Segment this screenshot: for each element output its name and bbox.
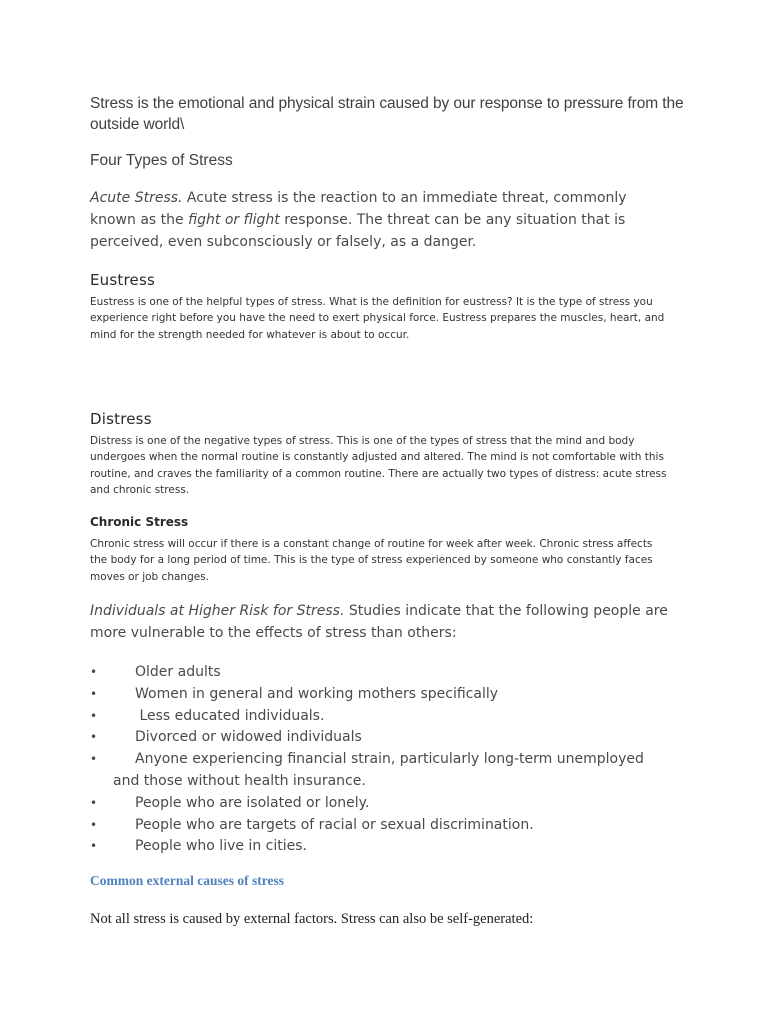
acute-stress-paragraph <box>90 187 660 253</box>
chronic-stress-heading: Chronic Stress <box>90 515 189 529</box>
list-item <box>90 727 680 749</box>
list-item <box>90 684 680 706</box>
risk-lead: Individuals at Higher Risk for Stress. <box>90 603 345 619</box>
types-heading: Four Types of Stress <box>90 152 233 169</box>
list-item-text: Women in general and working mothers specifically <box>135 685 499 702</box>
bullet-icon: • <box>90 839 98 854</box>
list-item <box>90 815 680 837</box>
list-item-text: Divorced or widowed individuals <box>135 729 362 746</box>
risk-paragraph <box>90 600 670 644</box>
list-item <box>90 662 680 684</box>
closing-paragraph: Not all stress is caused by external factors. Stress can also be self-generated: <box>90 911 534 927</box>
acute-stress-lead: Acute Stress. <box>90 190 183 206</box>
external-causes-heading: Common external causes of stress <box>90 873 284 888</box>
bullet-icon: • <box>90 708 98 723</box>
acute-stress-text-2: response. The threat can be any situation that is perceived, even subconsciously or falsely, as a danger. <box>90 212 626 250</box>
list-item <box>90 836 680 858</box>
bullet-icon: • <box>90 665 98 679</box>
list-item-text: Older adults <box>135 664 221 680</box>
list-item-text: Anyone experiencing financial strain, particularly long-term unemployed <box>135 751 644 768</box>
risk-text: Studies indicate that the following people are more vulnerable to the effects of stress than others: <box>90 603 668 641</box>
intro-paragraph: Stress is the emotional and physical strain caused by our response to pressure from the outside world\ <box>90 95 684 133</box>
bullet-icon: • <box>90 817 98 832</box>
list-item-text: People who are targets of racial or sexual discrimination. <box>135 816 534 833</box>
distress-heading: Distress <box>90 410 152 428</box>
eustress-paragraph: Eustress is one of the helpful types of stress. What is the definition for eustress? It is the type of stress you experience right before you have the need to exert physical force. Eustress prepares the muscles, heart, and mind for the strength needed for whatever is about to occur. <box>90 296 665 341</box>
list-item <box>90 749 680 793</box>
bullet-icon: • <box>90 686 98 701</box>
bullet-icon: • <box>90 795 98 810</box>
list-item-text: Less educated individuals. <box>135 707 325 724</box>
list-item <box>90 706 680 728</box>
fight-or-flight-term: fight or flight <box>188 212 280 228</box>
list-item-text: People who are isolated or lonely. <box>135 794 370 811</box>
distress-paragraph: Distress is one of the negative types of stress. This is one of the types of stress that the mind and body undergoes when the normal routine is constantly adjusted and altered. The mind is not comfortable with this routine, and craves the familiarity of a common routine. There are actually two types of distress: acute stress and chronic stress. <box>90 435 667 496</box>
bullet-icon: • <box>90 752 98 767</box>
eustress-heading: Eustress <box>90 271 155 289</box>
chronic-stress-paragraph: Chronic stress will occur if there is a constant change of routine for week after week. Chronic stress affects the body for a long period of time. This is the type of stress experienced by someone who constantly faces moves or job changes. <box>90 538 653 583</box>
risk-list <box>90 662 680 858</box>
bullet-icon: • <box>90 730 98 745</box>
list-item-text-wrap: and those without health insurance. <box>113 772 366 789</box>
list-item-text: People who live in cities. <box>135 838 307 855</box>
list-item <box>90 793 680 815</box>
acute-stress-text-1: Acute stress is the reaction to an immediate threat, commonly known as the <box>90 190 627 228</box>
